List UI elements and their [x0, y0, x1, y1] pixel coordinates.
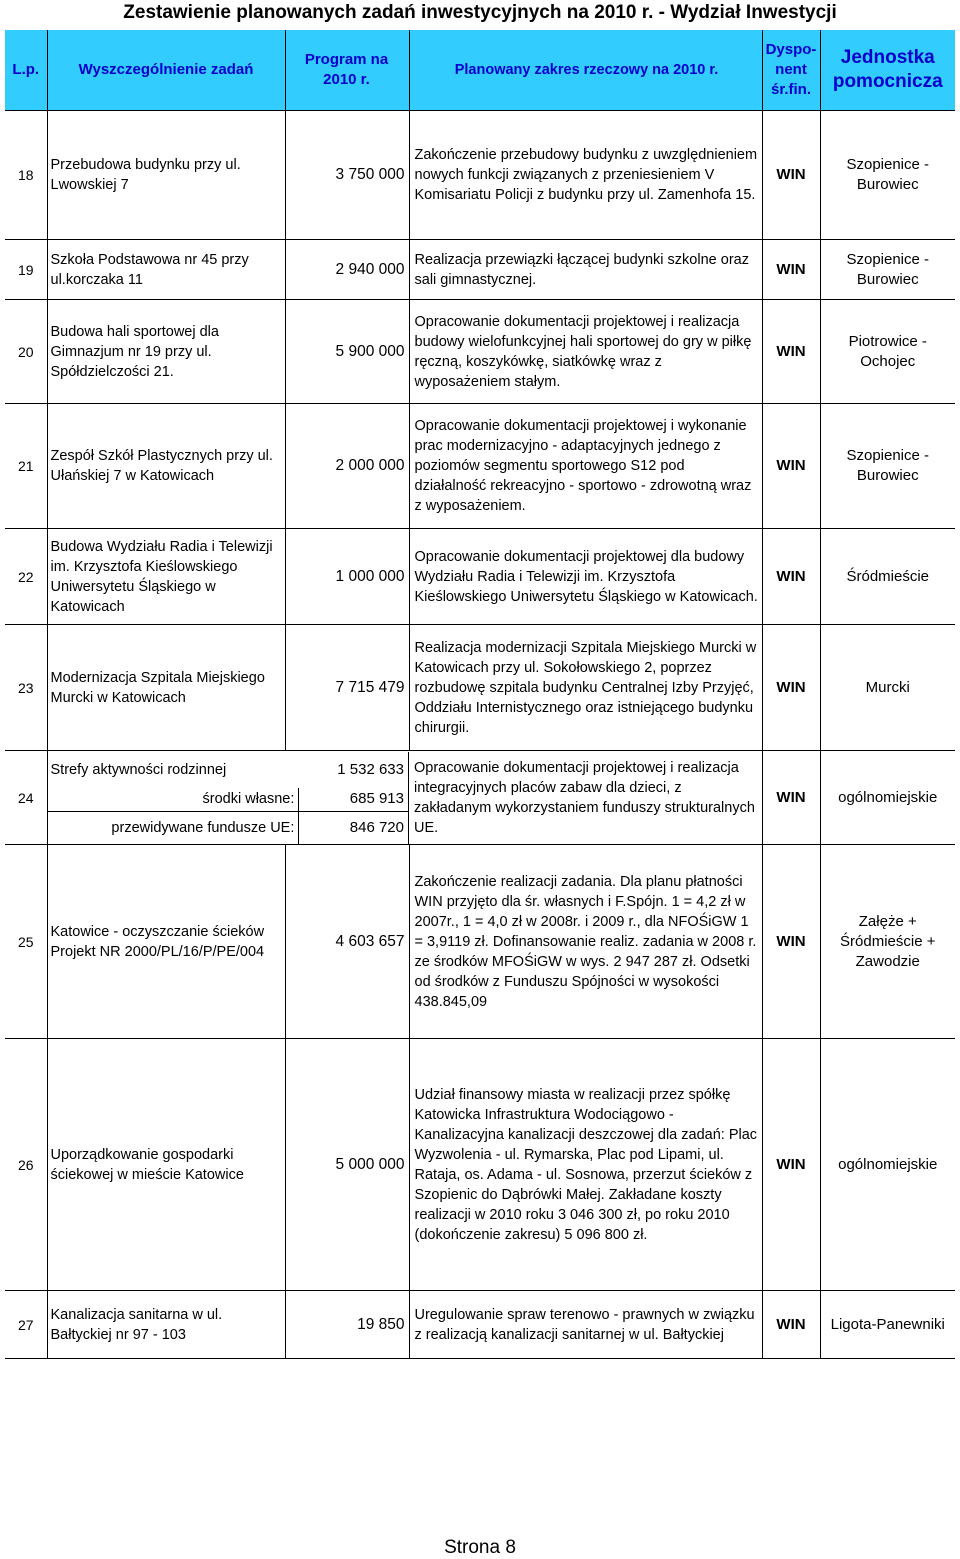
row-disp: WIN	[762, 529, 820, 625]
row-lp: 19	[5, 240, 47, 300]
table-row	[5, 1291, 955, 1359]
row-amount: 7 715 479	[285, 625, 409, 751]
row-unit: Śródmieście	[820, 529, 955, 625]
row-unit: Murcki	[820, 625, 955, 751]
row-scope: Udział finansowy miasta w realizacji przez spółkę Katowicka Infrastruktura Wodociągowo - Kanalizacyjna kanalizacji deszczowej dla zadań: Plac Wyzwolenia - ul. Rymarska, Plac pod Lipami, ul. Rataja, os. Adama - ul. Sosnowa, przerzut ścieków z Szopienic do Dąbrówki Małej. Zakładane koszty realizacji w 2010 roku 3 046 300 zł, po roku 2010 (dokończenie zakresu) 5 096 800 zł.	[409, 1039, 762, 1291]
row-unit: Załęże + Śródmieście + Zawodzie	[820, 845, 955, 1039]
row-amount: 2 940 000	[285, 240, 409, 300]
row-unit: Szopienice - Burowiec	[820, 240, 955, 300]
table-row	[5, 1039, 955, 1291]
row-disp: WIN	[762, 404, 820, 529]
header-unit: Jednostka pomocnicza	[820, 30, 955, 111]
page-title: Zestawienie planowanych zadań inwestycyjnych na 2010 r. - Wydział Inwestycji	[123, 2, 837, 23]
row-amount: 19 850	[285, 1291, 409, 1359]
row-lp: 24	[5, 751, 47, 845]
row-amount: 3 750 000	[285, 111, 409, 240]
table-row	[5, 111, 955, 240]
row-unit: Szopienice - Burowiec	[820, 111, 955, 240]
table-header	[5, 30, 955, 111]
row-disp: WIN	[762, 300, 820, 404]
row-scope: Realizacja przewiązki łączącej budynki szkolne oraz sali gimnastycznej.	[409, 240, 762, 300]
row-24-financing	[47, 751, 409, 845]
row-disp: WIN	[762, 625, 820, 751]
page-number: Strona 8	[444, 1537, 516, 1558]
table-row	[5, 751, 955, 845]
row-name: Budowa Wydziału Radia i Telewizji im. Krzysztofa Kieślowskiego Uniwersytetu Śląskiego w Katowicach	[47, 529, 285, 625]
row-lp: 21	[5, 404, 47, 529]
row-amount: 1 000 000	[285, 529, 409, 625]
eu-funds-label: przewidywane fundusze UE:	[48, 812, 299, 844]
row-lp: 18	[5, 111, 47, 240]
row-unit: ogólnomiejskie	[820, 1039, 955, 1291]
row-name: Uporządkowanie gospodarki ściekowej w mieście Katowice	[47, 1039, 285, 1291]
row-scope: Uregulowanie spraw terenowo - prawnych w związku z realizacją kanalizacji sanitarnej w ul. Bałtyckiej	[409, 1291, 762, 1359]
row-lp: 26	[5, 1039, 47, 1291]
row-amount: 2 000 000	[285, 404, 409, 529]
own-funds-label: środki własne:	[48, 788, 299, 812]
row-amount: 1 532 633	[299, 752, 409, 788]
row-amount: 5 900 000	[285, 300, 409, 404]
row-name: Zespół Szkół Plastycznych przy ul. Ułańskiej 7 w Katowicach	[47, 404, 285, 529]
investment-table	[5, 30, 955, 1359]
row-disp: WIN	[762, 111, 820, 240]
row-name: Katowice - oczyszczanie ścieków Projekt NR 2000/PL/16/P/PE/004	[47, 845, 285, 1039]
header-name: Wyszczególnienie zadań	[47, 30, 285, 111]
row-disp: WIN	[762, 751, 820, 845]
row-lp: 27	[5, 1291, 47, 1359]
header-scope: Planowany zakres rzeczowy na 2010 r.	[409, 30, 762, 111]
table-row	[5, 240, 955, 300]
row-disp: WIN	[762, 845, 820, 1039]
row-unit: Piotrowice - Ochojec	[820, 300, 955, 404]
table-row	[5, 625, 955, 751]
row-unit: Szopienice - Burowiec	[820, 404, 955, 529]
row-amount: 4 603 657	[285, 845, 409, 1039]
row-scope: Opracowanie dokumentacji projektowej i wykonanie prac modernizacyjno - adaptacyjnych jednego z poziomów segmentu sportowego S12 pod działalność rekreacyjno - sportowo - zdrowotną wraz z wyposażeniem.	[409, 404, 762, 529]
table-row	[5, 845, 955, 1039]
header-disp: Dyspo- nent śr.fin.	[762, 30, 820, 111]
header-lp: L.p.	[5, 30, 47, 111]
row-scope: Opracowanie dokumentacji projektowej i realizacja budowy wielofunkcyjnej hali sportowej do gry w piłkę ręczną, koszykówkę, siatkówkę wraz z wyposażeniem stałym.	[409, 300, 762, 404]
header-program: Program na 2010 r.	[285, 30, 409, 111]
row-name: Strefy aktywności rodzinnej	[50, 761, 227, 778]
row-disp: WIN	[762, 1291, 820, 1359]
row-scope: Opracowanie dokumentacji projektowej dla budowy Wydziału Radia i Telewizji im. Krzysztofa Kieślowskiego Uniwersytetu Śląskiego w Katowicach.	[409, 529, 762, 625]
eu-funds-amount: 846 720	[299, 812, 409, 844]
table-row	[5, 300, 955, 404]
row-lp: 22	[5, 529, 47, 625]
row-lp: 23	[5, 625, 47, 751]
row-disp: WIN	[762, 240, 820, 300]
row-name: Kanalizacja sanitarna w ul. Bałtyckiej nr 97 - 103	[47, 1291, 285, 1359]
row-name: Budowa hali sportowej dla Gimnazjum nr 19 przy ul. Spółdzielczości 21.	[47, 300, 285, 404]
row-scope: Zakończenie realizacji zadania. Dla planu płatności WIN przyjęto dla śr. własnych i F.Spójn. 1 = 4,2 zł w 2007r., 1 = 4,0 zł w 2008r. i 2009 r., dla NFOŚiGW 1 = 3,9119 zł. Dofinansowanie realiz. zadania w 2008 r. ze środków MFOŚiGW w wys. 2 947 287 zł. Odsetki od środków z Funduszu Spójności w wysokości 438.845,09	[409, 845, 762, 1039]
row-name: Szkoła Podstawowa nr 45 przy ul.korczaka 11	[47, 240, 285, 300]
row-name: Modernizacja Szpitala Miejskiego Murcki w Katowicach	[47, 625, 285, 751]
row-unit: Ligota-Panewniki	[820, 1291, 955, 1359]
financing-breakdown	[48, 752, 410, 844]
own-funds-amount: 685 913	[299, 788, 409, 812]
row-lp: 25	[5, 845, 47, 1039]
table-row	[5, 404, 955, 529]
row-amount: 5 000 000	[285, 1039, 409, 1291]
row-lp: 20	[5, 300, 47, 404]
row-scope: Zakończenie przebudowy budynku z uwzględnieniem nowych funkcji związanych z przeniesieniem V Komisariatu Policji z budynku przy ul. Zamenhofa 15.	[409, 111, 762, 240]
row-scope: Opracowanie dokumentacji projektowej i realizacja integracyjnych placów zabaw dla dzieci, z zakładanym wykorzystaniem funduszy strukturalnych UE.	[409, 751, 762, 845]
row-scope: Realizacja modernizacji Szpitala Miejskiego Murcki w Katowicach przy ul. Sokołowskiego 2, poprzez rozbudowę szpitala budynku Centralnej Izby Przyjęć, Oddziału Internistycznego oraz istniejącego budynku chirurgii.	[409, 625, 762, 751]
table-row	[5, 529, 955, 625]
row-disp: WIN	[762, 1039, 820, 1291]
row-unit: ogólnomiejskie	[820, 751, 955, 845]
row-name: Przebudowa budynku przy ul. Lwowskiej 7	[47, 111, 285, 240]
